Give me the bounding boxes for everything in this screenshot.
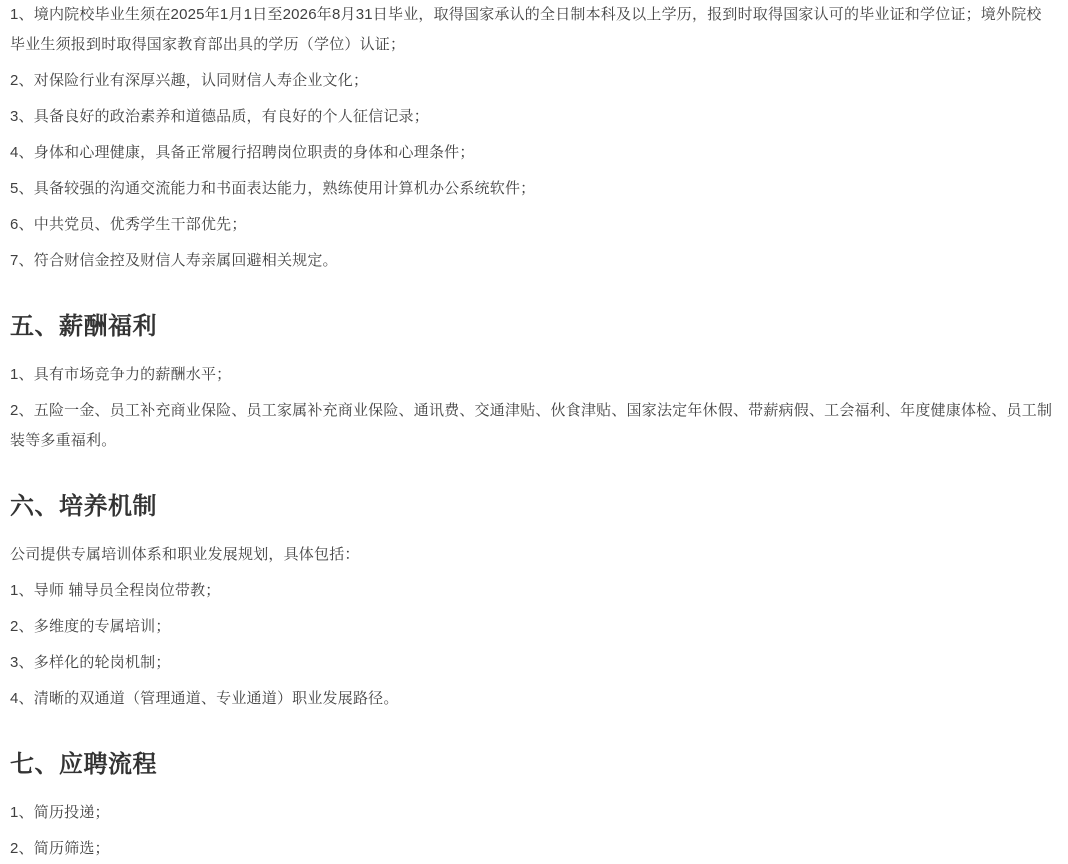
requirement-item: 6、中共党员、优秀学生干部优先； bbox=[10, 216, 247, 233]
compensation-item: 1、具有市场竞争力的薪酬水平； bbox=[10, 366, 232, 383]
section-heading-compensation: 五、薪酬福利 bbox=[10, 313, 157, 340]
section-heading-training: 六、培养机制 bbox=[10, 493, 157, 520]
training-item: 3、多样化的轮岗机制； bbox=[10, 654, 171, 671]
training-lead: 公司提供专属培训体系和职业发展规划，具体包括： bbox=[10, 546, 360, 563]
training-item: 1、导师 辅导员全程岗位带教； bbox=[10, 582, 221, 599]
process-item: 1、简历投递； bbox=[10, 804, 110, 821]
compensation-item: 2、五险一金、员工补充商业保险、员工家属补充商业保险、通讯费、交通津贴、伙食津贴、国家法定年休假、带薪病假、工会福利、年度健康体检、员工制装等多重福利。 bbox=[10, 402, 1053, 449]
requirement-item: 3、具备良好的政治素养和道德品质，有良好的个人征信记录； bbox=[10, 108, 429, 125]
requirement-item: 2、对保险行业有深厚兴趣，认同财信人寿企业文化； bbox=[10, 72, 369, 89]
requirement-item: 7、符合财信金控及财信人寿亲属回避相关规定。 bbox=[10, 252, 338, 269]
training-item: 2、多维度的专属培训； bbox=[10, 618, 171, 635]
requirement-item: 5、具备较强的沟通交流能力和书面表达能力，熟练使用计算机办公系统软件； bbox=[10, 180, 536, 197]
requirement-item: 4、身体和心理健康，具备正常履行招聘岗位职责的身体和心理条件； bbox=[10, 144, 475, 161]
process-item: 2、简历筛选； bbox=[10, 840, 110, 857]
requirement-item: 1、境内院校毕业生须在2025年1月1日至2026年8月31日毕业，取得国家承认的全日制本科及以上学历，报到时取得国家认可的毕业证和学位证；境外院校毕业生须报到时取得国家教育部出具的学历（学位）认证； bbox=[10, 6, 1042, 53]
section-heading-process: 七、应聘流程 bbox=[10, 751, 157, 778]
training-item: 4、清晰的双通道（管理通道、专业通道）职业发展路径。 bbox=[10, 690, 399, 707]
